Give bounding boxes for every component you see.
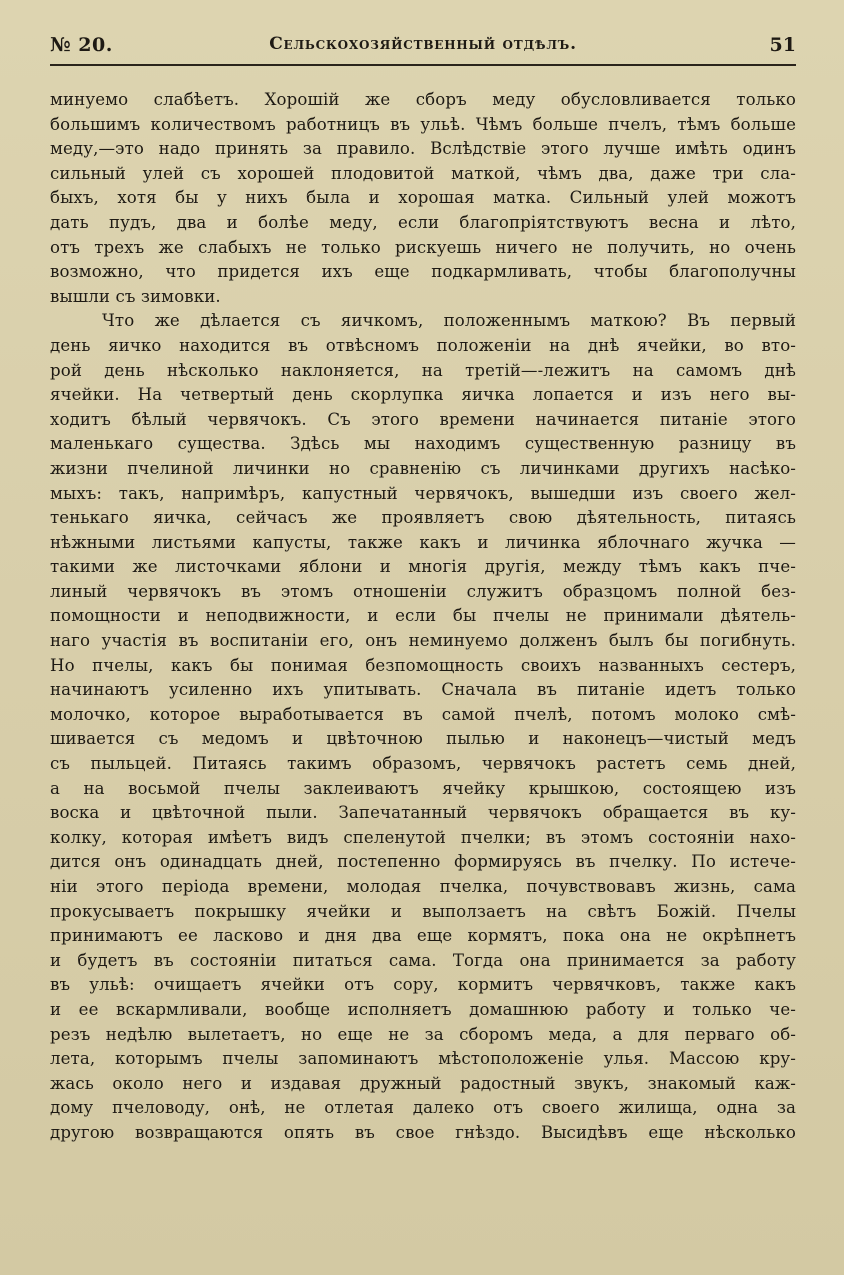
text-line: дому пчеловоду, онѣ, не отлетая далеко отъ своего жилища, одна за [50,1098,796,1118]
body-text [50,88,796,1146]
text-line: маленькаго существа. Здѣсь мы находимъ существенную разницу въ [50,434,796,454]
page-header [50,34,796,64]
text-line: молочко, которое выработывается въ самой пчелѣ, потомъ молоко смѣ- [50,704,796,724]
text-line: большимъ количествомъ работницъ въ ульѣ. Чѣмъ больше пчелъ, тѣмъ больше [50,114,796,134]
text-line: въ ульѣ: очищаетъ ячейки отъ сору, кормитъ червячковъ, также какъ [50,975,796,995]
text-line: сильный улей съ хорошей плодовитой маткой, чѣмъ два, даже три сла- [50,163,796,183]
text-line: отъ трехъ же слабыхъ не только рискуешь ничего не получить, но очень [50,237,796,257]
text-line: лета, которымъ пчелы запоминаютъ мѣстоположенiе улья. Массою кру- [50,1049,796,1069]
text-line: такими же листочками яблони и многiя другiя, между тѣмъ какъ пче- [50,557,796,577]
text-line: и ее вскармливали, вообще исполняетъ домашнюю работу и только че- [50,999,796,1019]
text-line: тенькаго яичка, сейчасъ же проявляетъ свою дѣятельность, питаясь [50,508,796,528]
text-line: мыхъ: такъ, напримѣръ, капустный червячокъ, вышедши изъ своего жел- [50,483,796,503]
text-line: Что же дѣлается съ яичкомъ, положеннымъ маткою? Въ первый [102,311,796,331]
text-line: дать пудъ, два и болѣе меду, если благопрiятствуютъ весна и лѣто, [50,212,796,232]
text-line: жась около него и издавая дружный радостный звукъ, знакомый каж- [50,1073,796,1093]
text-line: ячейки. На четвертый день скорлупка яичка лопается и изъ него вы- [50,385,796,405]
text-line: другою возвращаются опять въ свое гнѣздо. Высидѣвъ еще нѣсколько [50,1122,796,1142]
text-line: шивается съ медомъ и цвѣточною пылью и наконецъ—чистый медъ [50,729,796,749]
text-line: меду,—это надо принять за правило. Вслѣдствiе этого лучше имѣть одинъ [50,139,796,159]
text-line: жизни пчелиной личинки но сравненiю съ личинками другихъ насѣко- [50,458,796,478]
text-line: линый червячокъ въ этомъ отношенiи служитъ образцомъ полной без- [50,581,796,601]
text-line: быхъ, хотя бы у нихъ была и хорошая матка. Сильный улей можотъ [50,188,796,208]
text-line: резъ недѣлю вылетаетъ, но еще не за сборомъ меда, а для перваго об- [50,1024,796,1044]
text-line: принимаютъ ее ласково и дня два еще кормятъ, пока она не окрѣпнетъ [50,926,796,946]
text-line: вышли съ зимовки. [50,286,221,306]
text-line: возможно, что придется ихъ еще подкармливать, чтобы благополучны [50,262,796,282]
text-line: нѣжными листьями капусты, также какъ и личинка яблочнаго жучка — [50,532,796,552]
text-line: и будетъ въ состоянiи питаться сама. Тогда она принимается за работу [50,950,796,970]
text-line: наго участiя въ воспитанiи его, онъ неминуемо долженъ былъ бы погибнуть. [50,631,796,651]
text-line: колку, которая имѣетъ видъ спеленутой пчелки; въ этомъ состоянiи нахо- [50,827,796,847]
text-line: а на восьмой пчелы заклеиваютъ ячейку крышкою, состоящею изъ [50,778,796,798]
text-line: съ пыльцей. Питаясь такимъ образомъ, червячокъ растетъ семь дней, [50,754,796,774]
text-line: Но пчелы, какъ бы понимая безпомощность своихъ названныхъ сестеръ, [50,655,796,675]
text-line: день яичко находится въ отвѣсномъ положенiи на днѣ ячейки, во вто- [50,335,796,355]
issue-number: № 20. [50,34,113,56]
header-rule [50,64,796,66]
section-title: Сельскохозяйственный отдѣлъ. [269,34,577,54]
text-line: рой день нѣсколько наклоняется, на третiй—-лежитъ на самомъ днѣ [50,360,796,380]
text-line: прокусываетъ покрышку ячейки и выползаетъ на свѣтъ Божiй. Пчелы [50,901,796,921]
text-line: минуемо слабѣетъ. Хорошiй же сборъ меду обусловливается только [50,90,796,109]
text-line: дится онъ одинадцать дней, постепенно формируясь въ пчелку. По истече- [50,852,796,872]
text-line: помощности и неподвижности, и если бы пчелы не принимали дѣятель- [50,606,796,626]
text-line: ходитъ бѣлый червячокъ. Съ этого времени начинается питанiе этого [50,409,796,429]
text-line: воска и цвѣточной пыли. Запечатанный червячокъ обращается въ ку- [50,803,796,823]
page-number: 51 [769,34,796,56]
text-line: нiи этого перiода времени, молодая пчелка, почувствовавъ жизнь, сама [50,877,796,896]
text-line: начинаютъ усиленно ихъ упитывать. Сначала въ питанiе идетъ только [50,680,796,700]
